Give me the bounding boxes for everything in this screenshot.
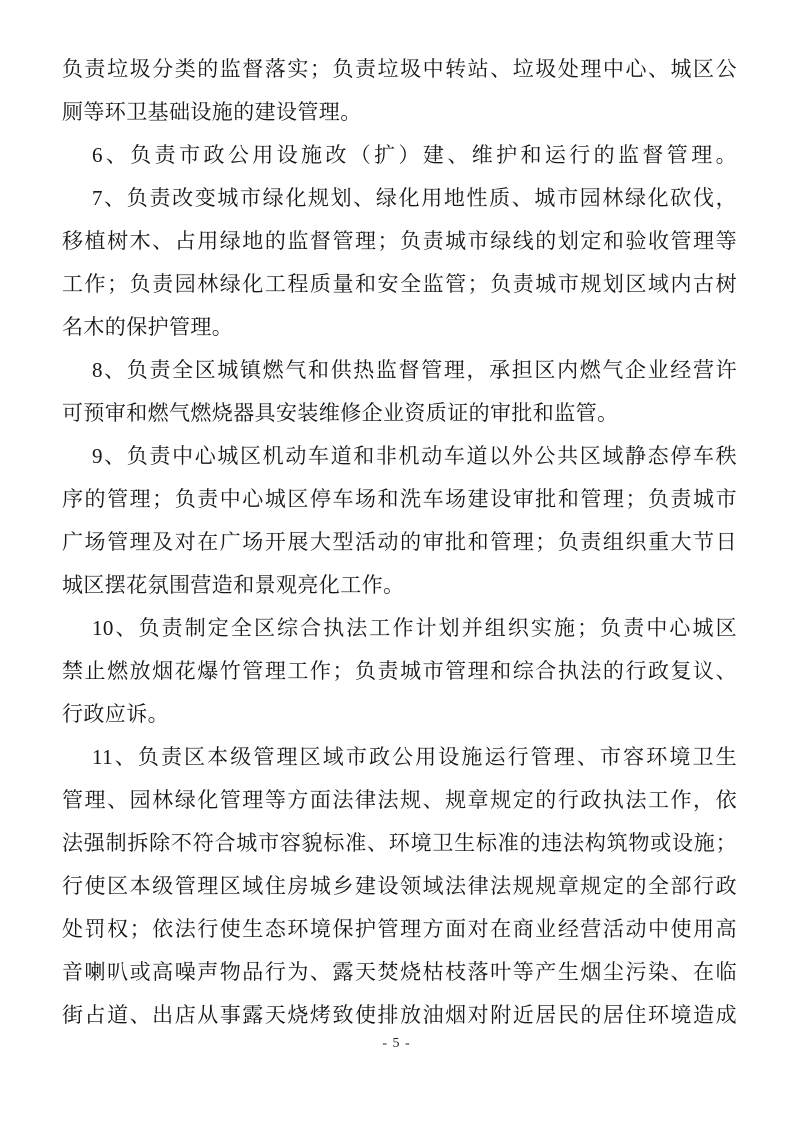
text-line: 处罚权；依法行使生态环境保护管理方面对在商业经营活动中使用高 (62, 917, 737, 941)
text-line: 行使区本级管理区域住房城乡建设领域法律法规规章规定的全部行政 (62, 874, 737, 898)
text-line: 管理、园林绿化管理等方面法律法规、规章规定的行政执法工作，依 (62, 788, 737, 812)
text-line: 可预审和燃气燃烧器具安装维修企业资质证的审批和监管。 (62, 401, 619, 425)
text-line: 法强制拆除不符合城市容貌标准、环境卫生标准的违法构筑物或设施； (62, 831, 737, 855)
text-line: 序的管理；负责中心城区停车场和洗车场建设审批和管理；负责城市 (62, 487, 737, 511)
text-line: 负责垃圾分类的监督落实；负责垃圾中转站、垃圾处理中心、城区公 (62, 57, 737, 81)
text-line: 禁止燃放烟花爆竹管理工作；负责城市管理和综合执法的行政复议、 (62, 659, 737, 683)
text-line: 11、负责区本级管理区域市政公用设施运行管理、市容环境卫生 (92, 745, 737, 769)
text-line: 厕等环卫基础设施的建设管理。 (62, 100, 362, 124)
text-line: 工作；负责园林绿化工程质量和安全监管；负责城市规划区域内古树 (62, 272, 737, 296)
page-number: - 5 - (382, 1036, 411, 1051)
text-line: 城区摆花氛围营造和景观亮化工作。 (62, 573, 405, 597)
text-line: 移植树木、占用绿地的监督管理；负责城市绿线的划定和验收管理等 (62, 229, 737, 253)
text-line: 行政应诉。 (62, 702, 169, 726)
text-line: 音喇叭或高噪声物品行为、露天焚烧枯枝落叶等产生烟尘污染、在临 (62, 960, 737, 984)
text-line: 7、负责改变城市绿化规划、绿化用地性质、城市园林绿化砍伐， (92, 186, 737, 210)
page-body (62, 48, 737, 1037)
text-line: 广场管理及对在广场开展大型活动的审批和管理；负责组织重大节日 (62, 530, 737, 554)
text-line: 10、负责制定全区综合执法工作计划并组织实施；负责中心城区 (92, 616, 737, 640)
text-line: 6、负责市政公用设施改（扩）建、维护和运行的监督管理。 (92, 143, 737, 167)
text-line: 街占道、出店从事露天烧烤致使排放油烟对附近居民的居住环境造成 (62, 1003, 737, 1027)
text-line: 名木的保护管理。 (62, 315, 234, 339)
text-line: 8、负责全区城镇燃气和供热监督管理，承担区内燃气企业经营许 (92, 358, 737, 382)
text-line: 9、负责中心城区机动车道和非机动车道以外公共区域静态停车秩 (92, 444, 737, 468)
